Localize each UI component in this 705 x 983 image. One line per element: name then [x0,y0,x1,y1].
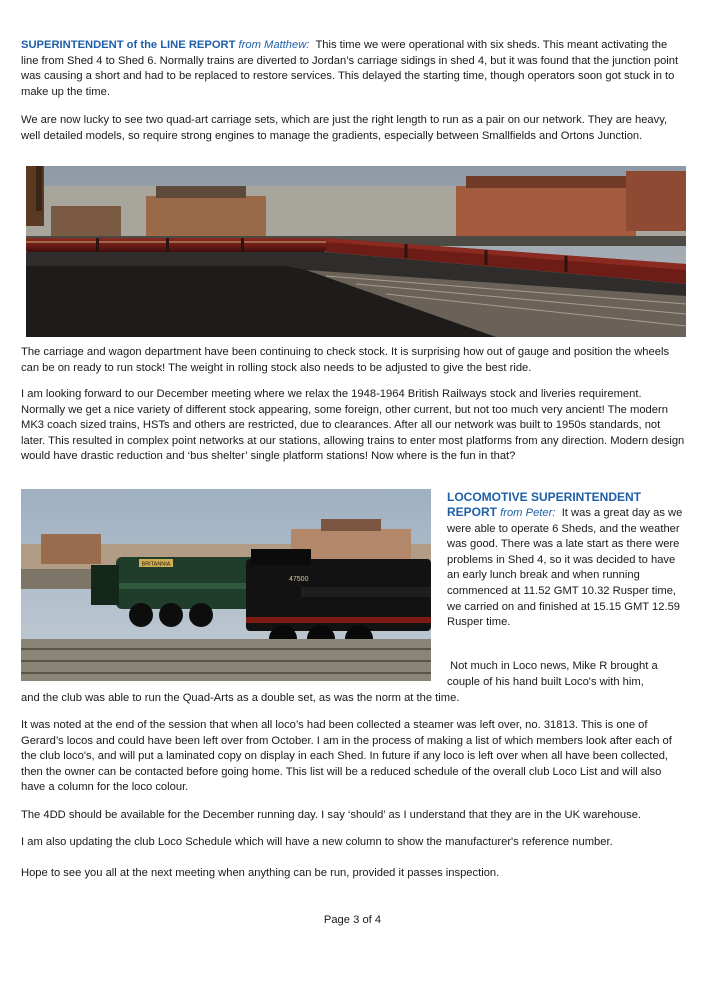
loco-report-paragraph-2-line1: Not much in Loco news, Mike R brought a [450,660,658,672]
loco-report-author: from Peter: [500,507,556,519]
loco-report-paragraph-2-line2: couple of his hand built Loco's with him, [447,676,644,688]
line-report-paragraph-4: I am looking forward to our December meeting where we relax the 1948-1964 British Railways stock and liveries requirement. Normally we get a nice variety of different stock appearing, some foreign, other current, but not too much very ancient! The modern MK3 coach sized trains, HSTs and others are restricted, due to clearances. After all our network was built to 1950s standards, not later. This resulted in complex point networks at our stations, allowing trains to enter most platforms from any direction. Modern design would have drastic reduction and ‘bus shelter’ single platform stations! Now where is the fun in that? [21,388,685,463]
line-report-text-1: This time we were operational with six sheds. This meant activating the line from Shed 4 to Shed 6. Normally trains are diverted to Jordan’s carriage sidings in shed 4, but it was found that the junction point was causing a short and had to be replaced to restore services. This delayed the starting time, though operators soon got stuck in to make up the time. [21,39,679,98]
loco-report-paragraph-3: It was noted at the end of the session that when all loco’s had been collected a steamer was left over, no. 31813. This is one of Gerard’s locos and could have been left over from October. I am in the process of making a list of which members look after each of the club loco's, and will put a laminated copy on display in each Shed. In future if any loco is left over when all have been collected, then the owner can be contacted before going home. This list will be a reduced schedule of the overall club Loco List and will also have a column for the loco colour. [21,719,672,794]
loco-report-heading-line2: REPORT [447,505,498,519]
page-number: Page 3 of 4 [323,914,382,926]
loco-report-paragraph-4: The 4DD should be available for the December running day. I say ‘should’ as I understand that they are in the UK warehouse. [21,809,642,821]
line-report-paragraph-3: The carriage and wagon department have been continuing to check stock. It is surprising how out of gauge and position the wheels can be on ready to run stock! The weight in rolling stock also needs to be adjusted to give the best ride. [21,346,670,374]
line-report-paragraph-1 [21,38,685,100]
loco-number: 47500 [289,576,309,583]
loco-report-paragraph-1 [447,505,687,631]
loco-report-text-1: It was a great day as we were able to operate 6 Sheds, and the weather was good. There was a late start as there were problems in Shed 4, so it was decided to have an early lunch break and when running commenced at 11.52 GMT 10.32 Rusper time, we carried on and finished at 15.15 GMT 12.59 Rusper time. [447,507,683,629]
loco-report-paragraph-6: Hope to see you all at the next meeting when anything can be run, provided it passes inspection. [21,867,500,879]
loco-report-heading [447,489,687,505]
loco-nameplate: BRITANNIA [141,561,171,568]
line-report-author: from Matthew: [238,39,310,51]
line-report-heading: SUPERINTENDENT of the LINE REPORT [21,39,236,51]
line-report-paragraph-2: We are now lucky to see two quad-art carriage sets, which are just the right length to run as a pair on our network. They are heavy, well detailed models, so require strong engines to manage the gradients, especially between Smallfields and Ortons Junction. [21,114,668,142]
locomotives-photo [21,489,431,681]
loco-report-paragraph-2-rest: and the club was able to run the Quad-Arts as a double set, as was the norm at the time. [21,692,460,704]
loco-report-paragraph-5: I am also updating the club Loco Schedule which will have a new column to show the manufacturer's reference number. [21,836,613,848]
loco-report-heading-line1: LOCOMOTIVE SUPERINTENDENT [447,490,642,504]
carriage-sets-photo [26,166,686,337]
